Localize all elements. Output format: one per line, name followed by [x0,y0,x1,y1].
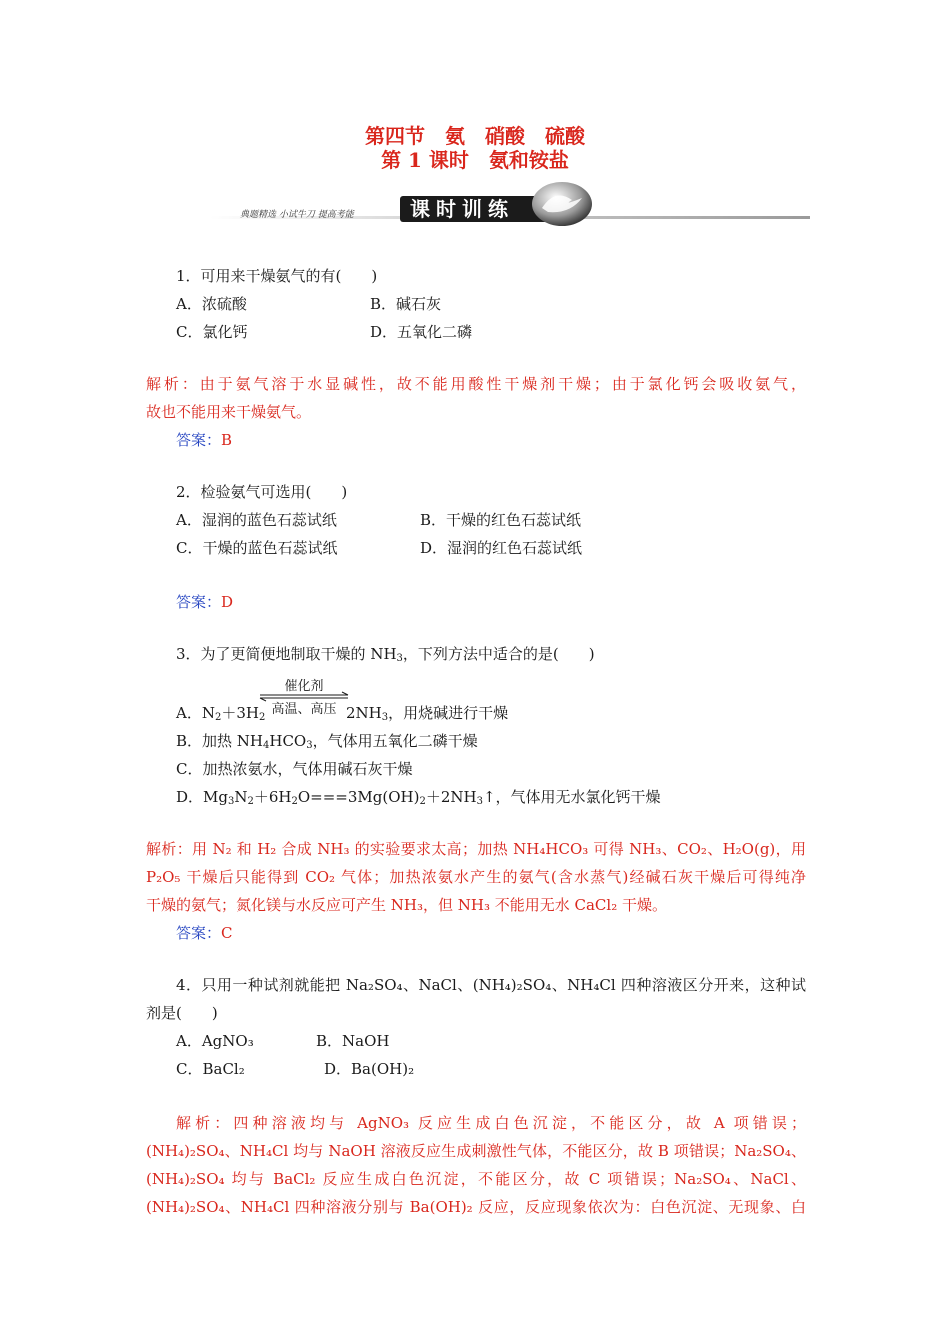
q4-explanation-line4: (NH₄)₂SO₄、NH₄Cl 四种溶液分别与 Ba(OH)₂ 反应，反应现象依次为：白色沉淀、无现象、白 [146,1198,806,1216]
svg-text:高温、高压: 高温、高压 [271,702,337,716]
q3-explanation-line2: P₂O₅ 干燥后只能得到 CO₂ 气体；加热浓氨水产生的氨气(含水蒸气)经碱石灰干燥后可得纯净 [146,868,806,886]
q4-explanation-line1: 解析：四种溶液均与 AgNO₃ 反应生成白色沉淀，不能区分，故 A 项错误； [176,1114,806,1132]
lesson-title: 第 1 课时 氨和铵盐 [381,148,569,172]
q3-option-a-right: $2NH_3$，用烧碱进行干燥 [346,704,509,723]
q3-answer: 答案：C [176,924,233,942]
reversible-arrow-icon [258,676,350,716]
q1-stem: 1．可用来干燥氨气的有( ) [176,267,378,285]
banner-title: 课时训练 [410,197,514,221]
q4-stem-line1: 4．只用一种试剂就能把 Na₂SO₄、NaCl、(NH₄)₂SO₄、NH₄Cl 四种溶液区分开来，这种试 [176,976,806,994]
q3-stem: 3．为了更简便地制取干燥的 $NH_3$，下列方法中适合的是( ) [176,645,595,664]
q1-option-c: C．氯化钙 [176,323,248,341]
q4-option-c: C．BaCl₂ [176,1060,245,1078]
q2-option-b: B．干燥的红色石蕊试纸 [420,511,582,529]
q2-stem: 2．检验氨气可选用( ) [176,483,348,501]
q1-option-d: D．五氧化二磷 [370,323,473,341]
q4-stem-line2: 剂是( ) [146,1004,218,1022]
q2-option-c: C．干燥的蓝色石蕊试纸 [176,539,338,557]
q4-explanation-line3: (NH₄)₂SO₄ 均与 BaCl₂ 反应生成白色沉淀，不能区分，故 C 项错误；Na₂SO₄、NaCl、 [146,1170,806,1188]
q1-answer: 答案：B [176,431,233,449]
q2-option-a: A．湿润的蓝色石蕊试纸 [176,511,337,529]
q3-option-c: C．加热浓氨水，气体用碱石灰干燥 [176,760,413,778]
q4-option-b: B．NaOH [316,1032,390,1050]
q3-option-b: B．加热 $NH_4HCO_3$，气体用五氧化二磷干燥 [176,732,478,751]
q4-option-a: A．AgNO₃ [176,1032,254,1050]
section-title: 第四节 氨 硝酸 硫酸 [365,124,585,148]
q1-option-b: B．碱石灰 [370,295,442,313]
q2-answer: 答案：D [176,593,234,611]
q4-option-d: D．Ba(OH)₂ [324,1060,415,1078]
q1-option-a: A．浓硫酸 [176,295,247,313]
q3-option-a-left: A．$N_2+3H_2$ [176,704,266,723]
svg-text:催化剂: 催化剂 [284,679,324,694]
practice-banner [210,178,810,230]
q3-option-d: D．$Mg_3N_2+6H_2O===3Mg(OH)_2+2NH_3↑$，气体用无水氯化钙干燥 [176,788,661,807]
q1-explanation-line2: 故也不能用来干燥氨气。 [146,403,312,421]
q3-explanation-line1: 解析：用 N₂ 和 H₂ 合成 NH₃ 的实验要求太高；加热 NH₄HCO₃ 可得 NH₃、CO₂、H₂O(g)，用 [146,840,806,858]
q2-option-d: D．湿润的红色石蕊试纸 [420,539,583,557]
banner-slogan: 典题精选 小试牛刀 提高考能 [240,210,354,220]
q1-explanation-line1: 解析：由于氨气溶于水显碱性，故不能用酸性干燥剂干燥；由于氯化钙会吸收氨气， [146,375,806,393]
q3-explanation-line3: 干燥的氨气；氮化镁与水反应可产生 NH₃，但 NH₃ 不能用无水 CaCl₂ 干燥。 [146,896,667,914]
q4-explanation-line2: (NH₄)₂SO₄、NH₄Cl 均与 NaOH 溶液反应生成刺激性气体，不能区分，故 B 项错误；Na₂SO₄、 [146,1142,806,1160]
